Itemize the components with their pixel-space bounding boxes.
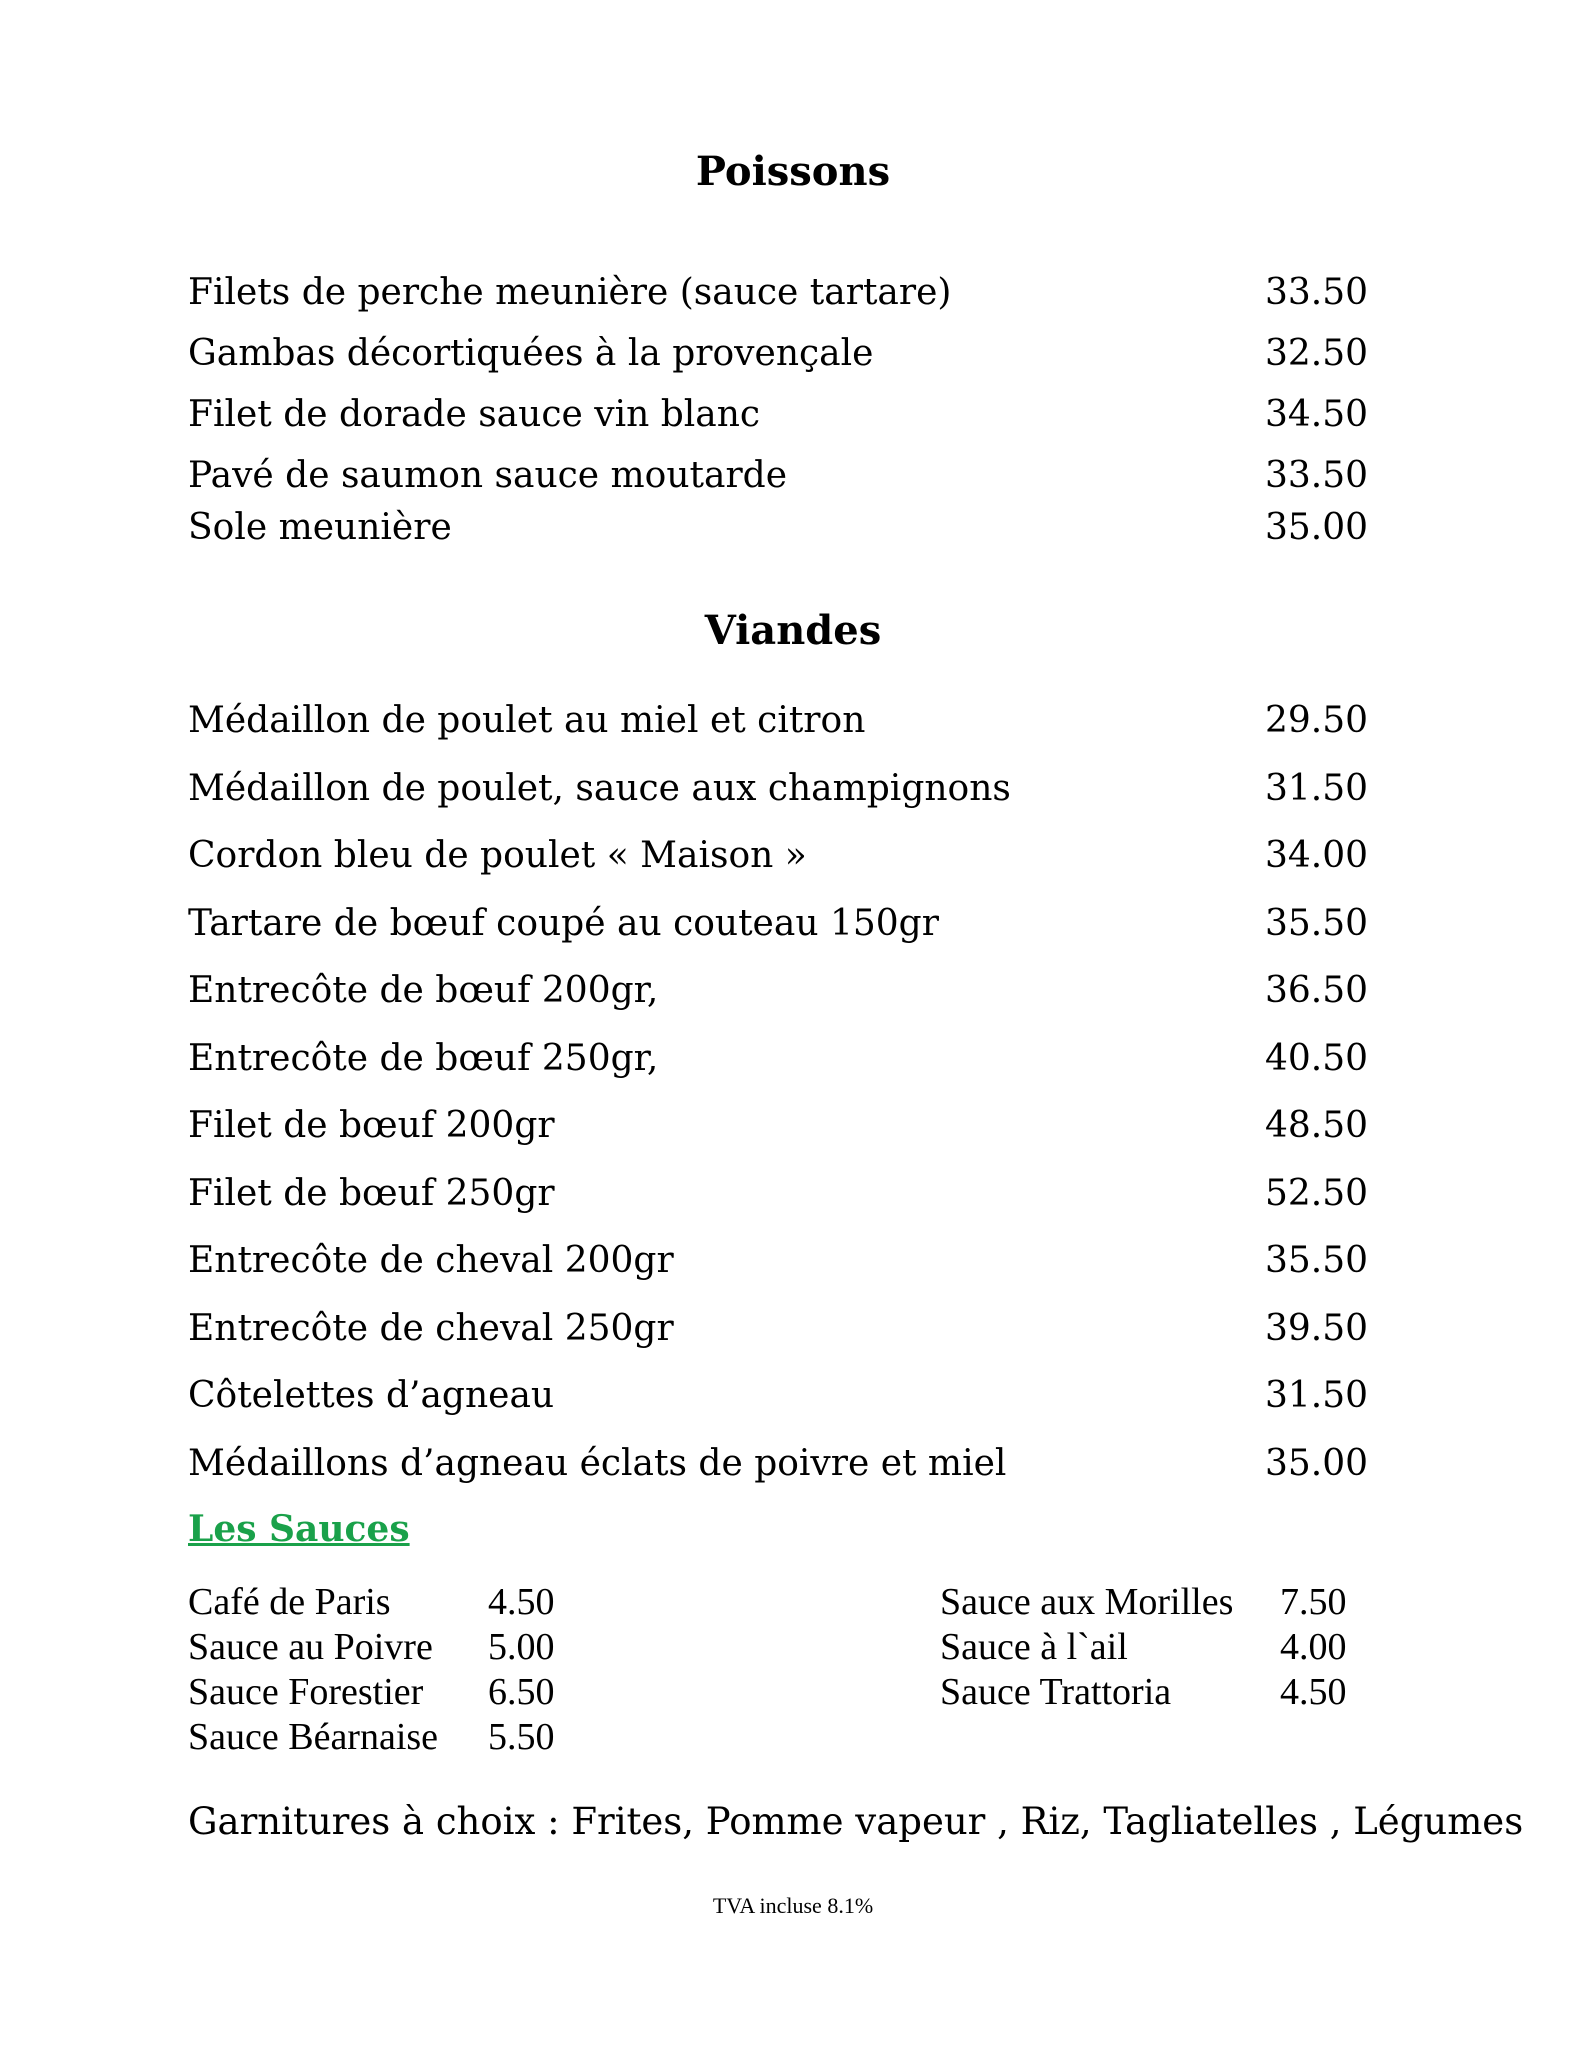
item-name: Pavé de saumon sauce moutarde bbox=[188, 455, 788, 496]
sauce-name: Sauce au Poivre bbox=[188, 1626, 433, 1668]
sauce-price: 4.50 bbox=[1280, 1671, 1347, 1713]
menu-item bbox=[188, 394, 1368, 455]
item-price: 39.50 bbox=[1264, 1307, 1368, 1349]
menu-item bbox=[188, 1240, 1368, 1308]
item-name: Filet de bœuf 200gr bbox=[188, 1105, 555, 1146]
menu-item bbox=[188, 1375, 1368, 1443]
item-price: 48.50 bbox=[1264, 1105, 1368, 1146]
item-price: 35.00 bbox=[1264, 1442, 1368, 1484]
menu-item bbox=[188, 272, 1368, 333]
item-price: 33.50 bbox=[1264, 455, 1368, 496]
menu-item bbox=[188, 333, 1368, 394]
sauce-price: 6.50 bbox=[488, 1671, 555, 1713]
item-name: Entrecôte de bœuf 250gr, bbox=[188, 1037, 659, 1079]
item-name: Médaillon de poulet au miel et citron bbox=[188, 700, 866, 741]
menu-item bbox=[188, 903, 1368, 971]
sauce-name: Sauce Forestier bbox=[188, 1671, 424, 1713]
menu-item bbox=[188, 1038, 1368, 1106]
sauce-item bbox=[188, 1625, 555, 1670]
item-name: Sole meunière bbox=[188, 507, 452, 548]
section-title-viandes: Viandes bbox=[704, 607, 882, 654]
sauce-item bbox=[188, 1715, 555, 1760]
menu-item bbox=[188, 970, 1368, 1038]
item-name: Entrecôte de cheval 200gr bbox=[188, 1240, 674, 1281]
item-name: Cordon bleu de poulet « Maison » bbox=[188, 835, 807, 876]
item-name: Médaillons d’agneau éclats de poivre et miel bbox=[188, 1442, 1007, 1484]
item-name: Côtelettes d’agneau bbox=[188, 1375, 555, 1416]
sauce-item bbox=[940, 1625, 1347, 1670]
sauce-name: Sauce Trattoria bbox=[940, 1671, 1172, 1713]
menu-item bbox=[188, 507, 1368, 559]
menu-item bbox=[188, 1173, 1368, 1241]
item-price: 33.50 bbox=[1264, 272, 1368, 313]
sauces-right-column bbox=[940, 1580, 1347, 1715]
sauces-heading: Les Sauces bbox=[188, 1508, 410, 1550]
sauce-item bbox=[188, 1580, 555, 1625]
menu-item bbox=[188, 455, 1368, 507]
item-price: 31.50 bbox=[1264, 1375, 1368, 1416]
item-price: 36.50 bbox=[1264, 970, 1368, 1011]
item-price: 32.50 bbox=[1264, 333, 1368, 374]
menu-item bbox=[188, 1308, 1368, 1376]
sauce-price: 4.50 bbox=[488, 1581, 555, 1623]
sauce-name: Sauce aux Morilles bbox=[940, 1581, 1234, 1623]
menu-item bbox=[188, 835, 1368, 903]
poissons-list bbox=[188, 272, 1368, 559]
item-name: Entrecôte de bœuf 200gr, bbox=[188, 970, 659, 1011]
sauce-price: 5.00 bbox=[488, 1626, 555, 1668]
sauce-price: 5.50 bbox=[488, 1716, 555, 1758]
tva-note: TVA incluse 8.1% bbox=[712, 1893, 874, 1918]
item-price: 35.00 bbox=[1264, 507, 1368, 548]
section-title-poissons: Poissons bbox=[695, 148, 891, 195]
menu-item bbox=[188, 768, 1368, 836]
item-price: 34.00 bbox=[1264, 835, 1368, 876]
garnitures-note: Garnitures à choix : Frites, Pomme vapeur , Riz, Tagliatelles , Légumes bbox=[188, 1800, 1524, 1843]
sauce-name: Sauce à l`ail bbox=[940, 1626, 1128, 1668]
item-name: Filets de perche meunière (sauce tartare) bbox=[188, 272, 952, 313]
sauce-item bbox=[940, 1580, 1347, 1625]
sauce-price: 4.00 bbox=[1280, 1626, 1347, 1668]
item-name: Médaillon de poulet, sauce aux champignons bbox=[188, 767, 1011, 809]
sauce-item bbox=[188, 1670, 555, 1715]
sauce-item bbox=[940, 1670, 1347, 1715]
item-price: 35.50 bbox=[1264, 1240, 1368, 1281]
sauce-name: Café de Paris bbox=[188, 1581, 391, 1623]
item-price: 52.50 bbox=[1264, 1172, 1368, 1214]
item-name: Filet de bœuf 250gr bbox=[188, 1172, 555, 1214]
menu-item bbox=[188, 1105, 1368, 1173]
item-price: 29.50 bbox=[1264, 700, 1368, 741]
item-name: Entrecôte de cheval 250gr bbox=[188, 1307, 674, 1349]
item-price: 35.50 bbox=[1264, 902, 1368, 944]
item-price: 40.50 bbox=[1264, 1037, 1368, 1079]
item-price: 34.50 bbox=[1264, 394, 1368, 435]
item-price: 31.50 bbox=[1264, 767, 1368, 809]
item-name: Tartare de bœuf coupé au couteau 150gr bbox=[188, 902, 939, 944]
item-name: Filet de dorade sauce vin blanc bbox=[188, 394, 761, 435]
menu-item bbox=[188, 1443, 1368, 1511]
sauce-name: Sauce Béarnaise bbox=[188, 1716, 439, 1758]
item-name: Gambas décortiquées à la provençale bbox=[188, 333, 874, 374]
menu-item bbox=[188, 700, 1368, 768]
sauce-price: 7.50 bbox=[1280, 1581, 1347, 1623]
viandes-list bbox=[188, 700, 1368, 1510]
sauces-left-column bbox=[188, 1580, 555, 1760]
